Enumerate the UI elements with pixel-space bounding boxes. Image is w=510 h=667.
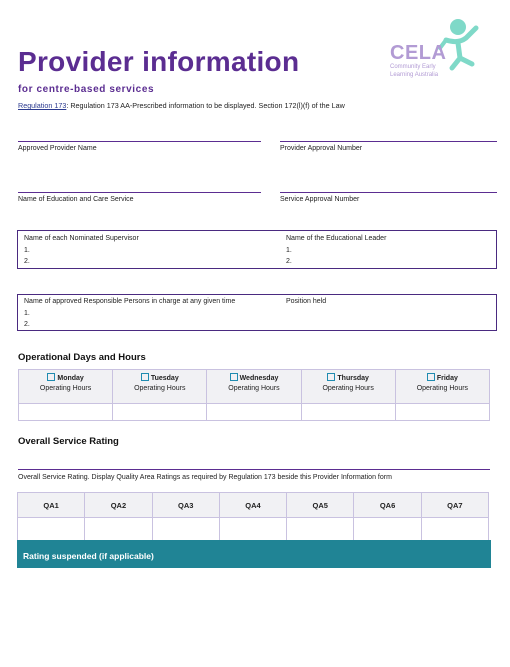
provider-approval-number-label: Provider Approval Number [280,145,363,152]
service-approval-number-line[interactable] [280,192,497,193]
logo-wordmark: CELA [390,42,447,64]
hours-input-wednesday[interactable] [207,404,301,421]
qa-header: QA3 [152,493,219,518]
responsible-row-1: 1. [24,310,30,317]
hours-input-friday[interactable] [395,404,489,421]
qa-input[interactable] [421,518,488,542]
qa-input[interactable] [287,518,354,542]
logo-tagline: Community Early Learning Australia [390,64,439,78]
service-approval-number-label: Service Approval Number [280,196,360,203]
hours-input-thursday[interactable] [301,404,395,421]
qa-header: QA2 [85,493,152,518]
overall-rating-note: Overall Service Rating. Display Quality Area Ratings as required by Regulation 173 beside this Provider Information form [18,474,392,481]
educational-leader-heading: Name of the Educational Leader [286,235,387,242]
leader-row-1: 1. [286,247,292,254]
cela-logo [388,18,488,84]
supervisor-row-1: 1. [24,247,30,254]
regulation-text: : Regulation 173 AA-Prescribed information to be displayed. Section 172(l)(f) of the Law [66,101,345,110]
hours-input-tuesday[interactable] [113,404,207,421]
regulation-link[interactable]: Regulation 173 [18,101,67,110]
page-subtitle: for centre-based services [18,84,155,95]
page-title: Provider information [18,46,300,77]
qa-input[interactable] [219,518,286,542]
qa-input[interactable] [152,518,219,542]
qa-header: QA1 [18,493,85,518]
day-cell-wednesday[interactable]: Wednesday Operating Hours [207,370,301,404]
day-cell-friday[interactable]: Friday Operating Hours [395,370,489,404]
overall-rating-line[interactable] [18,469,490,470]
service-name-line[interactable] [18,192,261,193]
overall-rating-heading: Overall Service Rating [18,436,119,447]
responsible-row-2: 2. [24,321,30,328]
rating-suspended-bar[interactable]: Rating suspended (if applicable) [17,540,491,568]
qa-header: QA7 [421,493,488,518]
operational-days-heading: Operational Days and Hours [18,352,146,363]
day-cell-thursday[interactable]: Thursday Operating Hours [301,370,395,404]
qa-input[interactable] [354,518,421,542]
day-cell-tuesday[interactable]: Tuesday Operating Hours [113,370,207,404]
operating-days-table [18,369,490,421]
checkbox-monday[interactable] [47,373,55,381]
checkbox-thursday[interactable] [327,373,335,381]
hours-input-monday[interactable] [19,404,113,421]
checkbox-tuesday[interactable] [141,373,149,381]
nominated-supervisor-heading: Name of each Nominated Supervisor [24,235,139,242]
supervisor-row-2: 2. [24,258,30,265]
provider-approval-number-line[interactable] [280,141,497,142]
approved-provider-name-line[interactable] [18,141,261,142]
qa-header: QA4 [219,493,286,518]
day-cell-monday[interactable]: Monday Operating Hours [19,370,113,404]
qa-header: QA5 [287,493,354,518]
approved-provider-name-label: Approved Provider Name [18,145,97,152]
supervisors-box[interactable] [17,230,497,269]
responsible-persons-heading: Name of approved Responsible Persons in charge at any given time [24,298,236,305]
regulation-note [18,101,345,110]
qa-input[interactable] [18,518,85,542]
checkbox-wednesday[interactable] [230,373,238,381]
checkbox-friday[interactable] [427,373,435,381]
responsible-persons-box[interactable] [17,294,497,331]
service-name-label: Name of Education and Care Service [18,196,134,203]
quality-area-table [17,492,489,542]
qa-header: QA6 [354,493,421,518]
qa-input[interactable] [85,518,152,542]
position-held-heading: Position held [286,298,327,305]
leader-row-2: 2. [286,258,292,265]
